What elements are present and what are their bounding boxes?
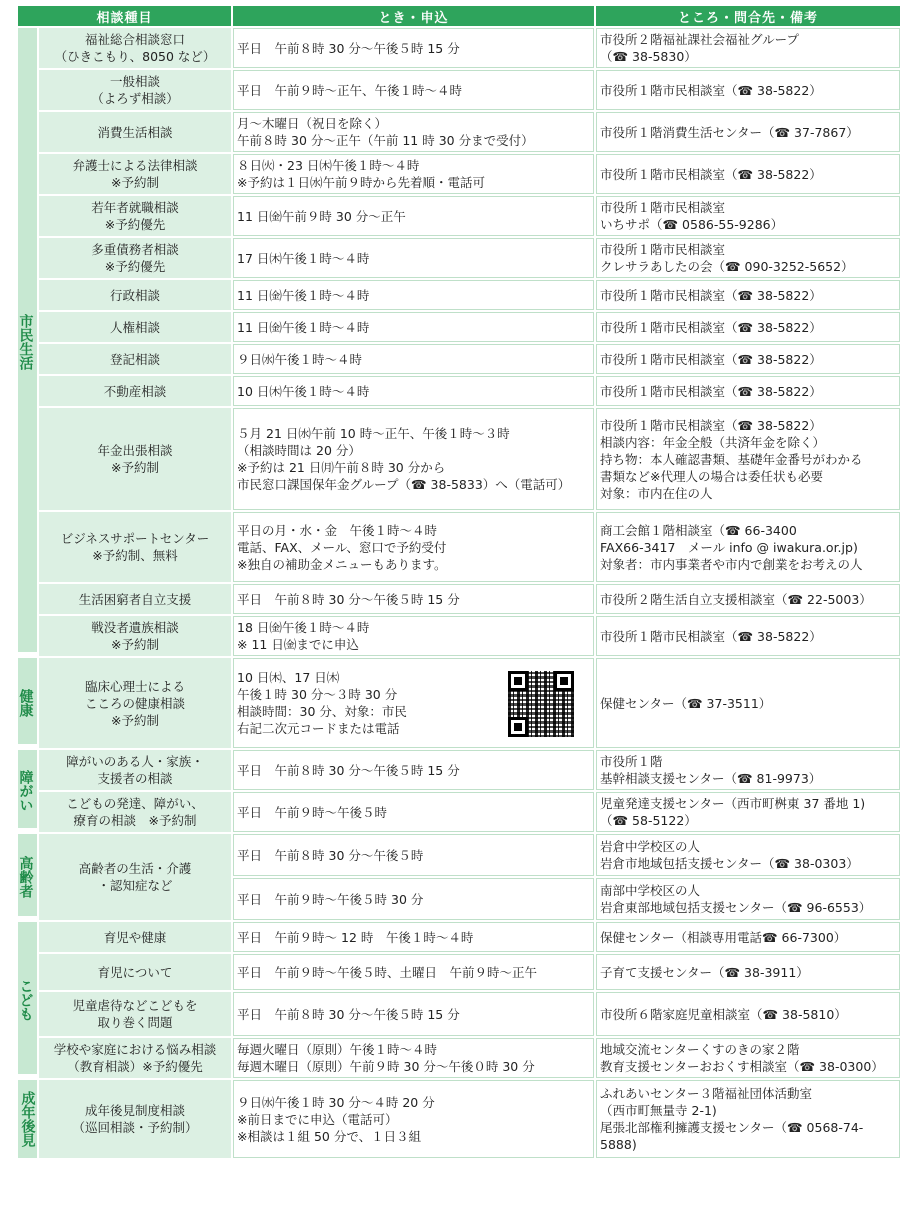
item-when: 10 日㈭、17 日㈭ 午後１時 30 分～３時 30 分 相談時間：30 分、対象：市民 右記二次元コードまたは電話: [233, 658, 594, 748]
category-koureisha: 高齢者: [18, 834, 37, 920]
table-row: [18, 1038, 900, 1078]
item-when: 平日 午前８時 30 分～午後５時 15 分: [233, 992, 594, 1036]
category-shimin: 市民生活: [18, 28, 37, 656]
table-row: [18, 154, 900, 194]
item-when: 17 日㈭午後１時～４時: [233, 238, 594, 278]
item-name: 登記相談: [39, 344, 231, 374]
item-name: 高齢者の生活・介護 ・認知症など: [39, 834, 231, 920]
item-when: 平日 午前８時 30 分～午後５時 15 分: [233, 28, 594, 68]
item-where: 市役所２階生活自立支援相談室（☎ 22-5003）: [596, 584, 900, 614]
item-name: 戦没者遺族相談 ※予約制: [39, 616, 231, 656]
table-row: [18, 658, 900, 748]
table-row: [18, 992, 900, 1036]
item-when: ９日㈬午後１時～４時: [233, 344, 594, 374]
item-where: 南部中学校区の人 岩倉東部地域包括支援センター（☎ 96-6553）: [596, 878, 900, 920]
item-when: 平日 午前８時 30 分～午後５時 15 分: [233, 750, 594, 790]
item-where: 市役所１階市民相談室 クレサラあしたの会（☎ 090-3252-5652）: [596, 238, 900, 278]
item-name: ビジネスサポートセンター ※予約制、無料: [39, 512, 231, 582]
qr-code-image: [508, 671, 574, 737]
item-name: 障がいのある人・家族・ 支援者の相談: [39, 750, 231, 790]
header-row: [18, 6, 900, 26]
item-name: こどもの発達、障がい、 療育の相談 ※予約制: [39, 792, 231, 832]
item-when: 11 日㈮午後１時～４時: [233, 280, 594, 310]
table-row: [18, 28, 900, 68]
table-row: [18, 376, 900, 406]
category-seinen: 成年後見: [18, 1080, 37, 1158]
item-name: 育児について: [39, 954, 231, 990]
item-when: 平日 午前９時～午後５時 30 分: [233, 878, 594, 920]
item-name: 年金出張相談 ※予約制: [39, 408, 231, 510]
header-when: とき・申込: [233, 6, 594, 26]
item-where: 市役所１階市民相談室（☎ 38-5822） 相談内容：年金全般（共済年金を除く） 持ち物：本人確認書類、基礎年金番号がわかる 書類など※代理人の場合は委任状も必要 対象：市内在住の人: [596, 408, 900, 510]
item-where: 子育て支援センター（☎ 38-3911）: [596, 954, 900, 990]
item-when: 平日 午前９時～午後５時、土曜日 午前９時～正午: [233, 954, 594, 990]
item-when: ８日㈫・23 日㈭午後１時～４時 ※予約は１日㈬午前９時から先着順・電話可: [233, 154, 594, 194]
item-name: 若年者就職相談 ※予約優先: [39, 196, 231, 236]
item-when: 11 日㈮午後１時～４時: [233, 312, 594, 342]
item-where: 市役所１階市民相談室（☎ 38-5822）: [596, 154, 900, 194]
item-when: 平日 午前９時～午後５時: [233, 792, 594, 832]
table-row: [18, 954, 900, 990]
item-name: 成年後見制度相談 （巡回相談・予約制）: [39, 1080, 231, 1158]
item-where: ふれあいセンター３階福祉団体活動室 （西市町無量寺 2-1) 尾張北部権利擁護支援センター（☎ 0568-74- 5888): [596, 1080, 900, 1158]
table-row: [18, 1080, 900, 1158]
table-row: [18, 750, 900, 790]
table-row: [18, 312, 900, 342]
item-name: 学校や家庭における悩み相談 （教育相談）※予約優先: [39, 1038, 231, 1078]
table-row: [18, 512, 900, 582]
item-when: 平日の月・水・金 午後１時～４時 電話、FAX、メール、窓口で予約受付 ※独自の補助金メニューもあります。: [233, 512, 594, 582]
item-when: ９日㈬午後１時 30 分～４時 20 分 ※前日までに申込（電話可） ※相談は１組 50 分で、１日３組: [233, 1080, 594, 1158]
table-row: [18, 344, 900, 374]
item-name: 児童虐待などこどもを 取り巻く問題: [39, 992, 231, 1036]
item-name: 多重債務者相談 ※予約優先: [39, 238, 231, 278]
item-where: 商工会館１階相談室（☎ 66-3400 FAX66-3417 メール info @ iwakura.or.jp) 対象者：市内事業者や市内で創業をお考えの人: [596, 512, 900, 582]
item-when: 10 日㈭午後１時～４時: [233, 376, 594, 406]
table-row: [18, 238, 900, 278]
item-where: 市役所１階市民相談室（☎ 38-5822）: [596, 70, 900, 110]
item-name: 人権相談: [39, 312, 231, 342]
table-row: [18, 792, 900, 832]
item-where: 児童発達支援センター（西市町桝東 37 番地 1) （☎ 58-5122）: [596, 792, 900, 832]
item-when: 平日 午前９時～正午、午後１時～４時: [233, 70, 594, 110]
category-kodomo: こども: [18, 922, 37, 1078]
item-where: 保健センター（☎ 37-3511）: [596, 658, 900, 748]
item-where: 保健センター（相談専用電話☎ 66-7300）: [596, 922, 900, 952]
item-name: 生活困窮者自立支援: [39, 584, 231, 614]
table-row: [18, 196, 900, 236]
item-where: 市役所１階市民相談室 いちサポ（☎ 0586-55-9286）: [596, 196, 900, 236]
item-name: 不動産相談: [39, 376, 231, 406]
item-when: 11 日㈮午前９時 30 分～正午: [233, 196, 594, 236]
item-when: ５月 21 日㈬午前 10 時～正午、午後１時～３時 （相談時間は 20 分） ※予約は 21 日㈪午前８時 30 分から 市民窓口課国保年金グループ（☎ 38-5833）へ（電話可）: [233, 408, 594, 510]
item-where: 市役所１階消費生活センター（☎ 37-7867）: [596, 112, 900, 152]
item-where: 市役所１階市民相談室（☎ 38-5822）: [596, 376, 900, 406]
table-row: [18, 922, 900, 952]
table-row: [18, 112, 900, 152]
item-when: 平日 午前８時 30 分～午後５時: [233, 834, 594, 876]
category-kenkou: 健康: [18, 658, 37, 748]
item-name: 福祉総合相談窓口 （ひきこもり、8050 など）: [39, 28, 231, 68]
table-row: [18, 70, 900, 110]
header-where: ところ・問合先・備考: [596, 6, 900, 26]
item-name: 育児や健康: [39, 922, 231, 952]
header-category: 相談種目: [18, 6, 231, 26]
item-where: 岩倉中学校区の人 岩倉市地域包括支援センター（☎ 38-0303）: [596, 834, 900, 876]
item-where: 市役所１階市民相談室（☎ 38-5822）: [596, 280, 900, 310]
category-shougai: 障がい: [18, 750, 37, 832]
item-when: 平日 午前８時 30 分～午後５時 15 分: [233, 584, 594, 614]
item-when: 平日 午前９時～ 12 時 午後１時～４時: [233, 922, 594, 952]
item-when: 毎週火曜日（原則）午後１時～４時 毎週木曜日（原則）午前９時 30 分～午後０時 30 分: [233, 1038, 594, 1078]
item-where: 市役所１階市民相談室（☎ 38-5822）: [596, 344, 900, 374]
table-row: [18, 834, 900, 876]
table-row: [18, 584, 900, 614]
table-row: [18, 280, 900, 310]
item-where: 市役所１階 基幹相談支援センター（☎ 81-9973）: [596, 750, 900, 790]
item-name: 行政相談: [39, 280, 231, 310]
item-when: 18 日㈮午後１時～４時 ※ 11 日㈮までに申込: [233, 616, 594, 656]
item-name: 一般相談 （よろず相談）: [39, 70, 231, 110]
item-where: 市役所２階福祉課社会福祉グループ （☎ 38-5830）: [596, 28, 900, 68]
item-where: 市役所６階家庭児童相談室（☎ 38-5810）: [596, 992, 900, 1036]
table-row: [18, 408, 900, 510]
consultation-table: [16, 4, 900, 1160]
item-where: 市役所１階市民相談室（☎ 38-5822）: [596, 312, 900, 342]
item-name: 消費生活相談: [39, 112, 231, 152]
item-when: 月～木曜日（祝日を除く） 午前８時 30 分～正午（午前 11 時 30 分まで受付）: [233, 112, 594, 152]
item-where: 市役所１階市民相談室（☎ 38-5822）: [596, 616, 900, 656]
item-name: 弁護士による法律相談 ※予約制: [39, 154, 231, 194]
item-where: 地域交流センターくすのきの家２階 教育支援センターおおくす相談室（☎ 38-0300）: [596, 1038, 900, 1078]
table-row: [18, 616, 900, 656]
item-name: 臨床心理士による こころの健康相談 ※予約制: [39, 658, 231, 748]
